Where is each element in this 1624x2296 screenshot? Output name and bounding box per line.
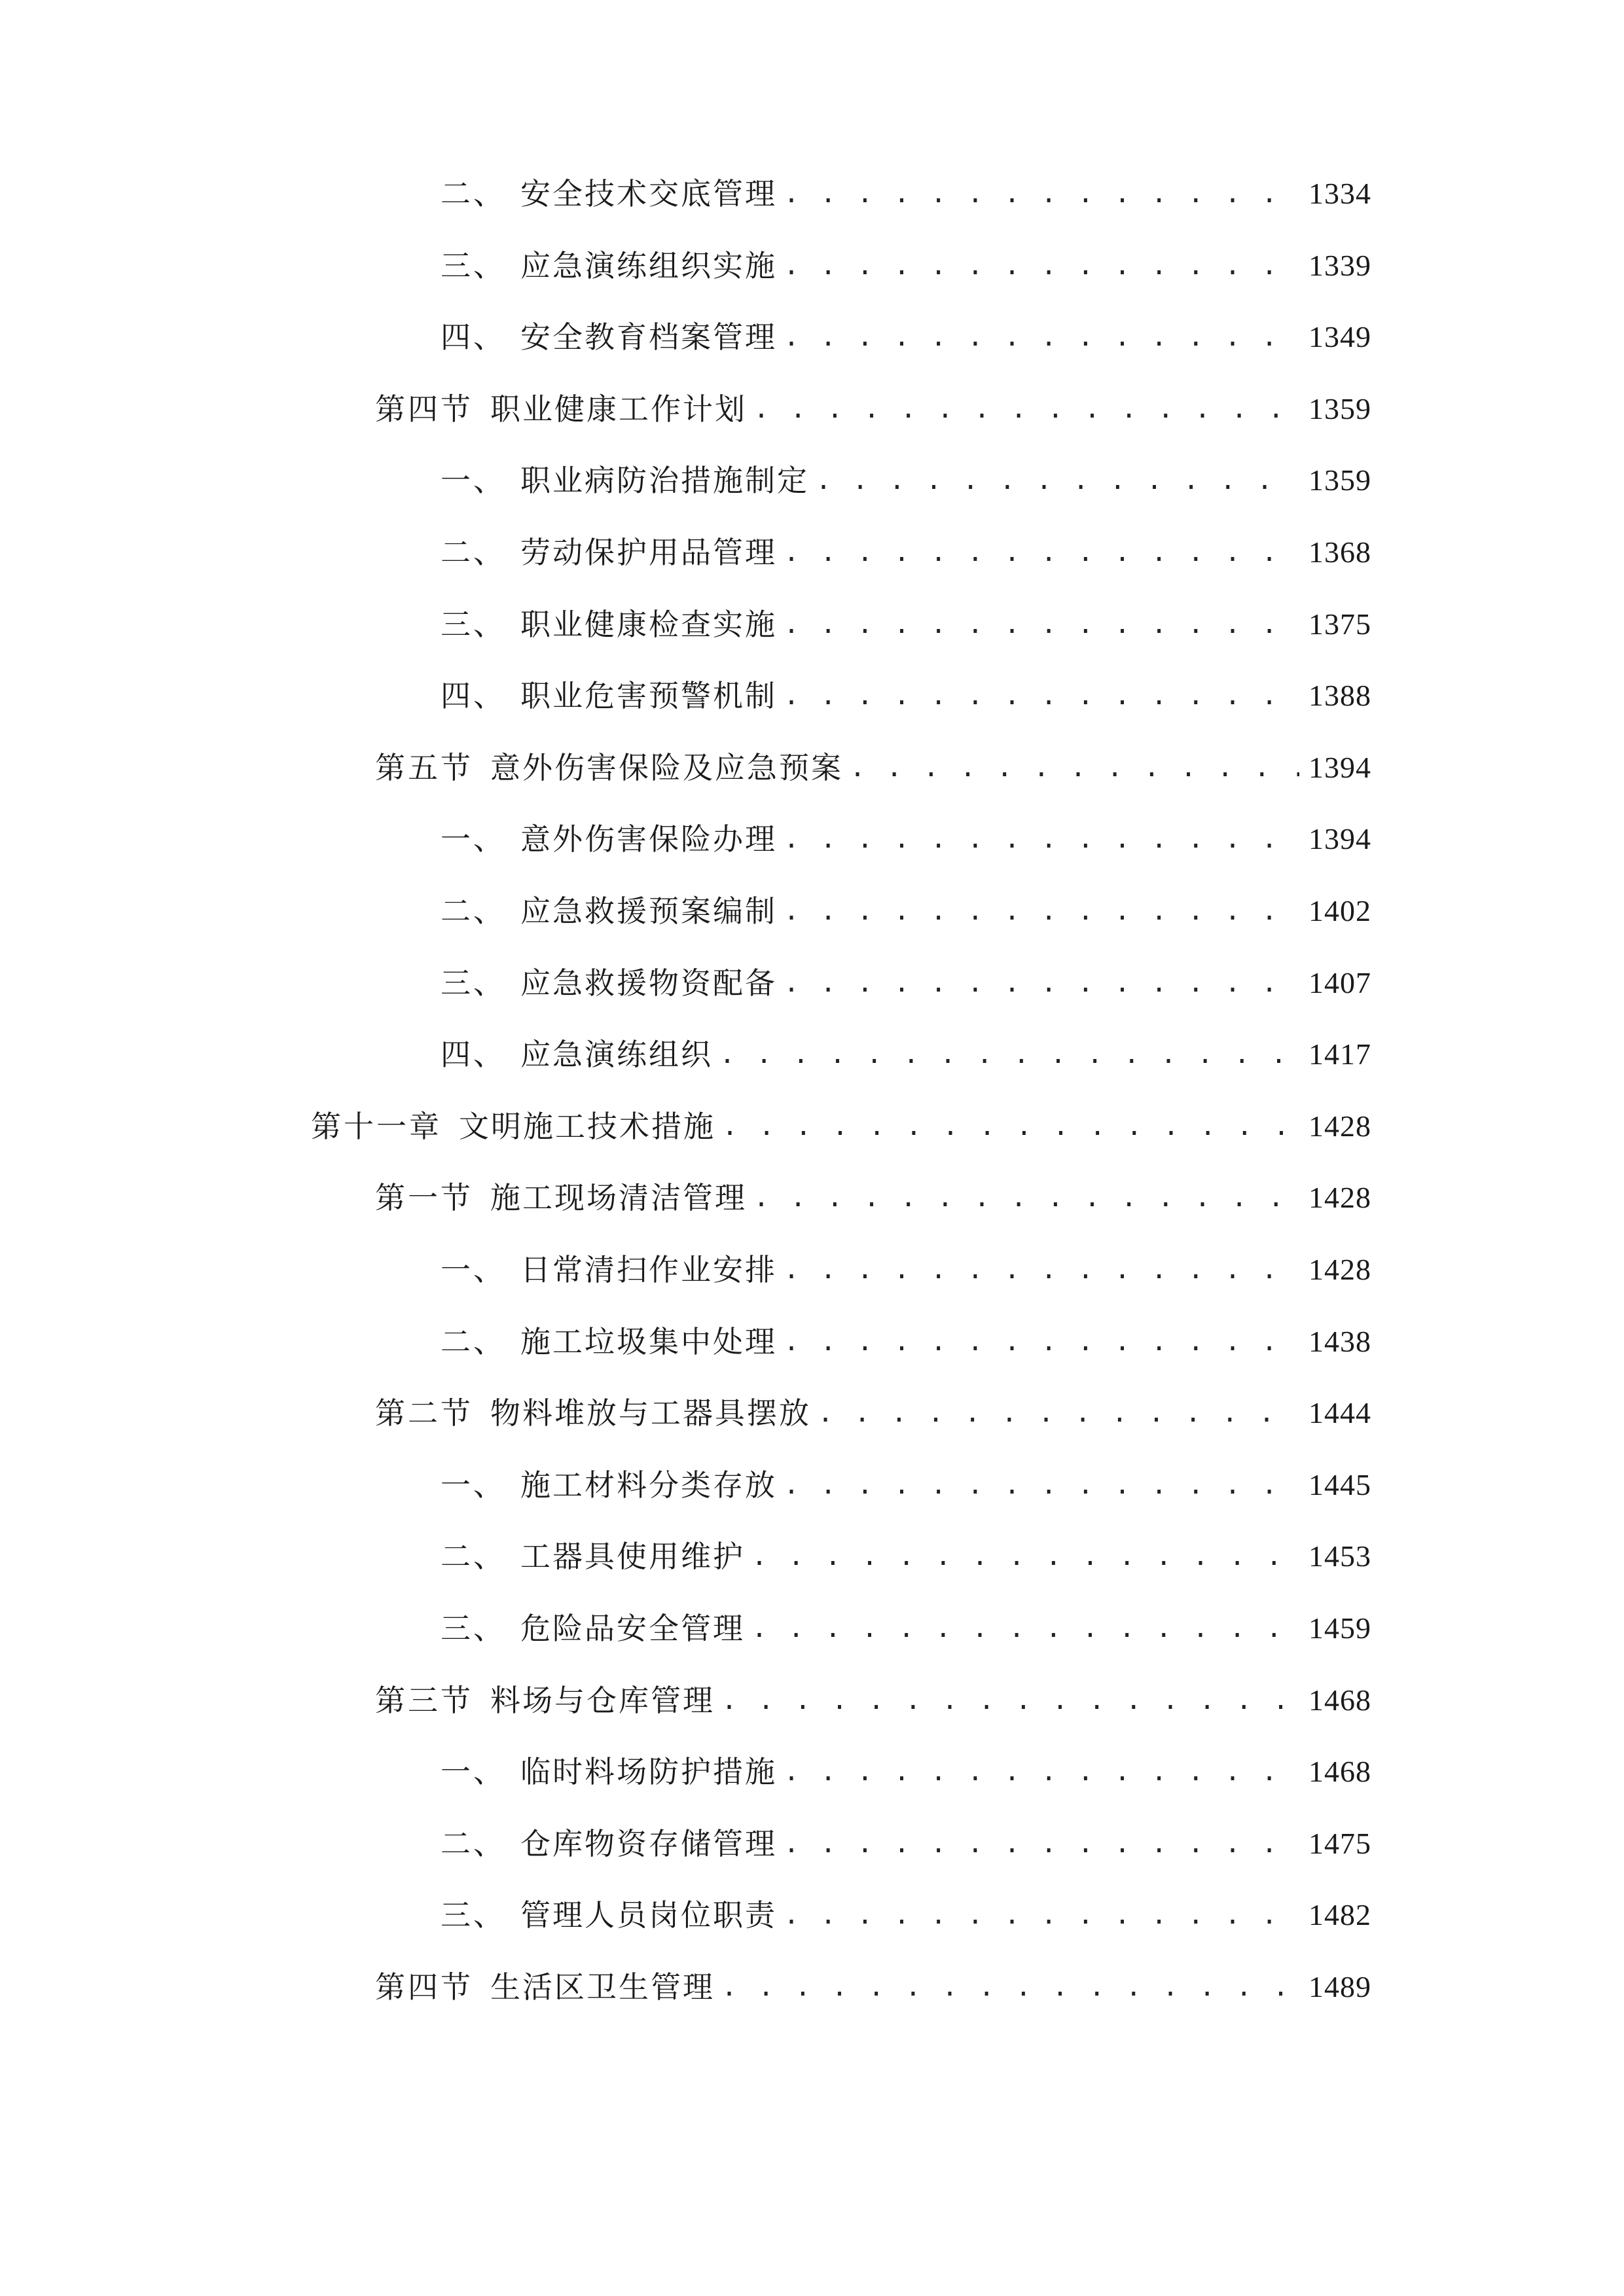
toc-entry-item[interactable] <box>441 311 1371 363</box>
toc-entry-number: 四、 <box>441 678 506 713</box>
toc-entry-item[interactable] <box>441 168 1371 220</box>
toc-entry-number: 一、 <box>441 1754 506 1789</box>
toc-entry-title: 应急救援物资配备 <box>520 965 777 1001</box>
toc-entry-title: 职业健康工作计划 <box>490 391 747 427</box>
toc-entry-number: 一、 <box>441 1467 506 1503</box>
dot-leader <box>784 1889 1299 1941</box>
toc-entry-chapter[interactable] <box>311 1100 1371 1153</box>
dot-leader <box>784 168 1299 220</box>
toc-entry-item[interactable] <box>441 885 1371 937</box>
toc-entry-number: 第二节 <box>375 1395 473 1431</box>
toc-entry-title: 职业健康检查实施 <box>520 607 777 642</box>
toc-entry-title: 安全技术交底管理 <box>520 176 777 211</box>
toc-entry-page-number: 1334 <box>1308 177 1371 210</box>
toc-entry-number: 三、 <box>441 965 506 1001</box>
toc-entry-number: 第五节 <box>375 750 473 785</box>
toc-entry-number: 四、 <box>441 319 506 355</box>
toc-entry-item[interactable] <box>441 1244 1371 1296</box>
dot-leader <box>784 240 1299 292</box>
toc-entry-item[interactable] <box>441 957 1371 1009</box>
toc-entry-page-number: 1349 <box>1308 320 1371 353</box>
toc-entry-page-number: 1359 <box>1308 463 1371 497</box>
toc-entry-title: 意外伤害保险及应急预案 <box>490 750 843 785</box>
toc-entry-page-number: 1359 <box>1308 392 1371 425</box>
toc-entry-number: 一、 <box>441 463 506 498</box>
toc-entry-title: 管理人员岗位职责 <box>520 1897 777 1933</box>
toc-entry-item[interactable] <box>441 1316 1371 1368</box>
toc-entry-page-number: 1388 <box>1308 679 1371 712</box>
toc-entry-number: 第四节 <box>375 1969 473 2005</box>
dot-leader <box>784 311 1299 363</box>
toc-entry-title: 意外伤害保险办理 <box>520 821 777 857</box>
toc-entry-page-number: 1468 <box>1308 1683 1371 1717</box>
dot-leader <box>784 813 1299 865</box>
toc-entry-number: 第四节 <box>375 391 473 427</box>
toc-entry-title: 施工垃圾集中处理 <box>520 1324 777 1359</box>
toc-entry-item[interactable] <box>441 454 1371 507</box>
dot-leader <box>753 1172 1299 1224</box>
dot-leader <box>721 1961 1299 2013</box>
toc-entry-number: 二、 <box>441 1324 506 1359</box>
toc-entry-title: 应急演练组织实施 <box>520 248 777 283</box>
dot-leader <box>784 957 1299 1009</box>
toc-entry-section[interactable] <box>375 1387 1371 1439</box>
toc-entry-title: 职业危害预警机制 <box>520 678 777 713</box>
toc-entry-title: 临时料场防护措施 <box>520 1754 777 1789</box>
toc-entry-section[interactable] <box>375 1172 1371 1224</box>
toc-entry-number: 三、 <box>441 607 506 642</box>
dot-leader <box>784 526 1299 579</box>
toc-entry-title: 文明施工技术措施 <box>459 1109 715 1144</box>
dot-leader <box>719 1028 1299 1081</box>
toc-entry-number: 三、 <box>441 1897 506 1933</box>
dot-leader <box>751 1530 1299 1583</box>
toc-entry-item[interactable] <box>441 1530 1371 1583</box>
toc-entry-title: 生活区卫生管理 <box>490 1969 715 2005</box>
toc-entry-page-number: 1428 <box>1308 1253 1371 1286</box>
toc-entry-page-number: 1475 <box>1308 1827 1371 1860</box>
toc-entry-title: 劳动保护用品管理 <box>520 535 777 570</box>
dot-leader <box>784 1244 1299 1296</box>
toc-entry-page-number: 1428 <box>1308 1181 1371 1214</box>
toc-entry-section[interactable] <box>375 1961 1371 2013</box>
toc-entry-number: 一、 <box>441 821 506 857</box>
toc-entry-section[interactable] <box>375 383 1371 435</box>
toc-entry-item[interactable] <box>441 1028 1371 1081</box>
toc-entry-item[interactable] <box>441 813 1371 865</box>
toc-entry-number: 三、 <box>441 248 506 283</box>
toc-entry-section[interactable] <box>375 1674 1371 1727</box>
dot-leader <box>784 1316 1299 1368</box>
toc-entry-title: 工器具使用维护 <box>520 1539 745 1574</box>
toc-entry-page-number: 1444 <box>1308 1396 1371 1429</box>
toc-entry-title: 施工材料分类存放 <box>520 1467 777 1503</box>
toc-entry-page-number: 1489 <box>1308 1970 1371 2003</box>
toc-entry-number: 二、 <box>441 176 506 211</box>
dot-leader <box>816 454 1299 507</box>
toc-entry-item[interactable] <box>441 1459 1371 1511</box>
toc-entry-page-number: 1407 <box>1308 966 1371 999</box>
toc-entry-page-number: 1394 <box>1308 751 1371 784</box>
toc-entry-item[interactable] <box>441 1746 1371 1798</box>
dot-leader <box>784 1818 1299 1870</box>
toc-entry-title: 物料堆放与工器具摆放 <box>490 1395 811 1431</box>
toc-entry-page-number: 1459 <box>1308 1611 1371 1645</box>
toc-entry-page-number: 1394 <box>1308 822 1371 855</box>
toc-entry-number: 一、 <box>441 1252 506 1287</box>
toc-entry-number: 第三节 <box>375 1683 473 1718</box>
toc-entry-number: 二、 <box>441 535 506 570</box>
toc-entry-number: 第一节 <box>375 1180 473 1215</box>
toc-entry-item[interactable] <box>441 670 1371 722</box>
toc-entry-page-number: 1468 <box>1308 1755 1371 1788</box>
dot-leader <box>722 1100 1299 1153</box>
dot-leader <box>721 1674 1299 1727</box>
toc-entry-number: 四、 <box>441 1037 506 1072</box>
toc-entry-page-number: 1445 <box>1308 1468 1371 1501</box>
toc-entry-title: 应急救援预案编制 <box>520 893 777 929</box>
toc-entry-section[interactable] <box>375 742 1371 794</box>
dot-leader <box>784 1746 1299 1798</box>
toc-entry-item[interactable] <box>441 1889 1371 1941</box>
dot-leader <box>751 1602 1299 1655</box>
toc-entry-number: 二、 <box>441 1826 506 1861</box>
toc-entry-page-number: 1368 <box>1308 535 1371 569</box>
toc-entry-page-number: 1428 <box>1308 1109 1371 1143</box>
dot-leader <box>784 598 1299 651</box>
toc-entry-item[interactable] <box>441 1818 1371 1870</box>
toc-entry-page-number: 1417 <box>1308 1037 1371 1071</box>
toc-entry-title: 料场与仓库管理 <box>490 1683 715 1718</box>
toc-entry-item[interactable] <box>441 1602 1371 1655</box>
toc-entry-page-number: 1482 <box>1308 1898 1371 1931</box>
toc-entry-title: 危险品安全管理 <box>520 1611 745 1646</box>
toc-entry-title: 施工现场清洁管理 <box>490 1180 747 1215</box>
toc-entry-page-number: 1453 <box>1308 1539 1371 1573</box>
toc-entry-item[interactable] <box>441 598 1371 651</box>
toc-entry-page-number: 1375 <box>1308 607 1371 641</box>
toc-entry-title: 应急演练组织 <box>520 1037 713 1072</box>
toc-entry-number: 第十一章 <box>311 1109 442 1144</box>
toc-entry-item[interactable] <box>441 240 1371 292</box>
dot-leader <box>818 1387 1299 1439</box>
toc-entry-item[interactable] <box>441 526 1371 579</box>
dot-leader <box>784 1459 1299 1511</box>
dot-leader <box>753 383 1299 435</box>
toc-entry-number: 二、 <box>441 893 506 929</box>
toc-entry-page-number: 1402 <box>1308 894 1371 927</box>
dot-leader <box>784 670 1299 722</box>
toc-entry-number: 三、 <box>441 1611 506 1646</box>
toc-entry-title: 日常清扫作业安排 <box>520 1252 777 1287</box>
toc-entry-title: 安全教育档案管理 <box>520 319 777 355</box>
toc-entry-page-number: 1339 <box>1308 249 1371 282</box>
dot-leader <box>850 742 1299 794</box>
dot-leader <box>784 885 1299 937</box>
toc-entry-title: 仓库物资存储管理 <box>520 1826 777 1861</box>
toc-entry-page-number: 1438 <box>1308 1325 1371 1358</box>
toc-entry-number: 二、 <box>441 1539 506 1574</box>
toc-entry-title: 职业病防治措施制定 <box>520 463 809 498</box>
